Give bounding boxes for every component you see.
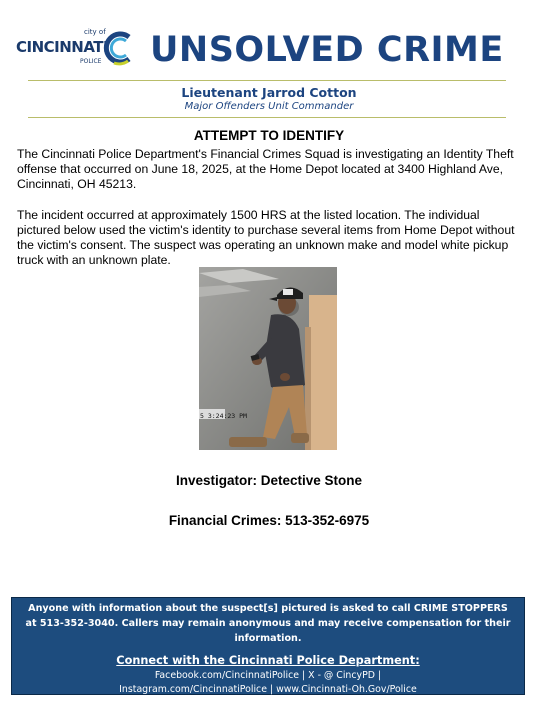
officer-role: Major Offenders Unit Commander xyxy=(184,101,354,112)
investigator: Investigator: Detective Stone xyxy=(175,473,363,488)
notice-heading: ATTEMPT TO IDENTIFY xyxy=(193,128,345,143)
cincinnati-police-logo xyxy=(16,26,138,70)
crime-stoppers-notice: Anyone with information about the suspect[s] pictured is asked to call CRIME STOPPERS at 513-352-3040. Callers may remain anonymous and may receive compensation for their information. xyxy=(25,603,511,644)
header-divider-bottom xyxy=(28,117,506,118)
notice-paragraph-1: The Cincinnati Police Department's Financial Crimes Squad is investigating an Identity Theft offense that occurred on June 18, 2025, at the Home Depot located at 3400 Highland Ave, Cincinnati, OH 45213. xyxy=(17,147,514,191)
social-links-line-1[interactable]: Facebook.com/CincinnatiPolice | X - @ CincyPD | xyxy=(154,670,382,681)
social-links xyxy=(12,669,524,696)
footer-panel xyxy=(11,597,525,695)
photo-timestamp: 5 3:24:23 PM xyxy=(200,412,247,420)
cincinnati-c-icon xyxy=(102,30,136,66)
connect-heading[interactable]: Connect with the Cincinnati Police Department: xyxy=(116,654,420,667)
page-title: UNSOLVED CRIME xyxy=(150,30,504,70)
suspect-surveillance-image xyxy=(199,267,337,450)
officer-name: Lieutenant Jarrod Cotton xyxy=(181,85,357,100)
logo-dept: POLICE xyxy=(80,58,102,65)
header-divider-top xyxy=(28,80,506,81)
notice-paragraph-2: The incident occurred at approximately 1500 HRS at the listed location. The individual pictured below used the victim's identity to purchase several items from Home Depot without the victim's consent. The suspect was operating an unknown make and model white pickup truck with an unknown plate. xyxy=(17,208,515,267)
unit-phone: Financial Crimes: 513-352-6975 xyxy=(168,513,370,528)
logo-city-name: CINCINNATI xyxy=(16,38,109,56)
suspect-photo xyxy=(199,267,337,450)
social-links-line-2[interactable]: Instagram.com/CincinnatiPolice | www.Cincinnati-Oh.Gov/Police xyxy=(119,683,417,695)
logo-city-of: city of xyxy=(84,28,106,36)
